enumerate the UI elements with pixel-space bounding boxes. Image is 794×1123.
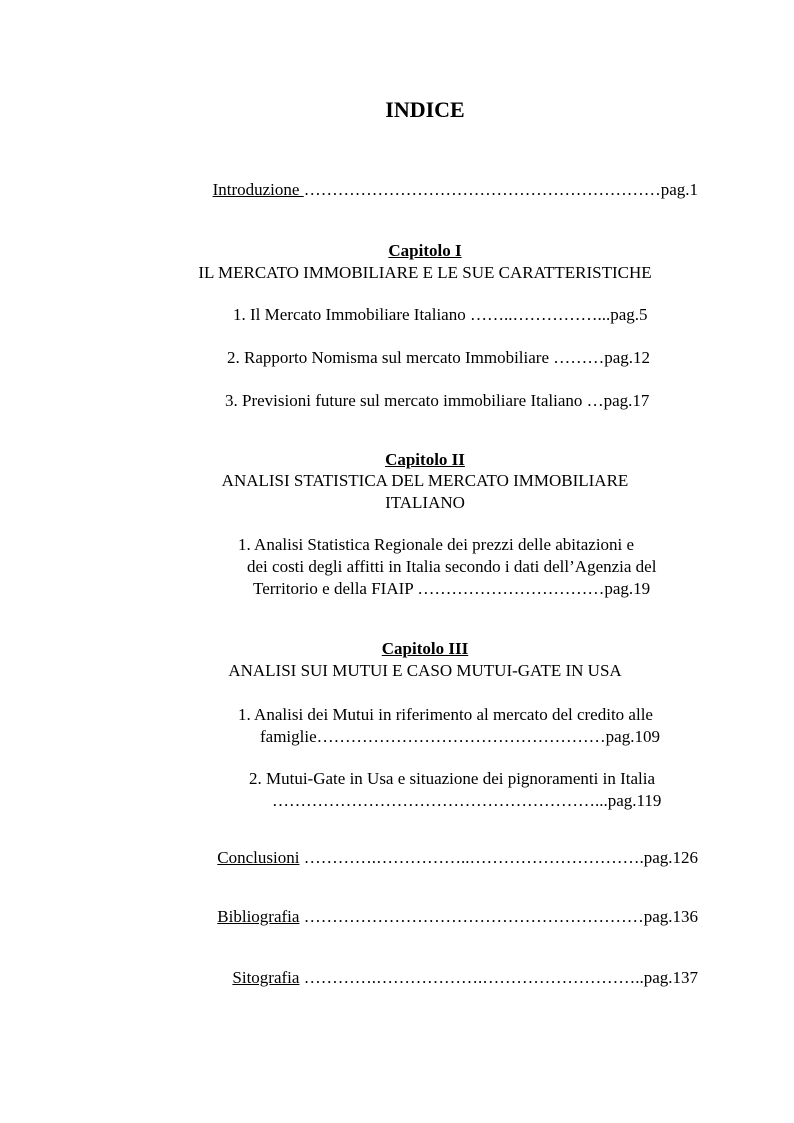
- toc-entry-bibliografia: [120, 906, 698, 928]
- chapter-2-item-1-line-2[interactable]: dei costi degli affitti in Italia secondo i dati dell’Agenzia del: [247, 557, 657, 576]
- chapter-3-item-2-line-2[interactable]: …………………………………………………...pag.119: [272, 791, 662, 810]
- toc-label-bibliografia[interactable]: Bibliografia: [217, 907, 300, 926]
- chapter-1-item-3[interactable]: 3. Previsioni future sul mercato immobiliare Italiano …pag.17: [225, 391, 650, 410]
- chapter-2-subtitle-line-1: ANALISI STATISTICA DEL MERCATO IMMOBILIARE: [221, 471, 629, 490]
- toc-leader-introduzione: ………………………………………………………pag.1: [303, 180, 698, 199]
- toc-label-sitografia[interactable]: Sitografia: [232, 968, 300, 987]
- chapter-1-subtitle: IL MERCATO IMMOBILIARE E LE SUE CARATTERISTICHE: [198, 263, 652, 282]
- chapter-1-item-1[interactable]: 1. Il Mercato Immobiliare Italiano ……..……………...pag.5: [233, 305, 648, 324]
- toc-leader-conclusioni: ………….……………..………………………….pag.126: [299, 848, 698, 867]
- toc-label-conclusioni[interactable]: Conclusioni: [217, 848, 300, 867]
- toc-leader-bibliografia: ……………………………………………………pag.136: [299, 907, 698, 926]
- chapter-3-item-1-line-2[interactable]: famiglie……………………………………………pag.109: [260, 727, 660, 746]
- chapter-3-item-1-line-1[interactable]: 1. Analisi dei Mutui in riferimento al mercato del credito alle: [238, 705, 653, 724]
- chapter-2-item-1-line-3[interactable]: Territorio e della FIAIP ……………………………pag.19: [253, 579, 651, 598]
- toc-entry-introduzione: [150, 179, 698, 201]
- chapter-3-item-2-line-1[interactable]: 2. Mutui-Gate in Usa e situazione dei pignoramenti in Italia: [249, 769, 655, 788]
- toc-entry-sitografia: [120, 967, 698, 989]
- chapter-3-heading[interactable]: Capitolo III: [381, 639, 469, 658]
- toc-entry-conclusioni: [120, 847, 698, 869]
- chapter-2-heading[interactable]: Capitolo II: [385, 450, 465, 469]
- toc-leader-sitografia: ………….……………….………………………..pag.137: [299, 968, 698, 987]
- chapter-2-subtitle-line-2: ITALIANO: [385, 493, 465, 512]
- toc-label-introduzione[interactable]: Introduzione: [212, 180, 304, 199]
- chapter-1-heading[interactable]: Capitolo I: [388, 241, 462, 260]
- chapter-2-item-1-line-1[interactable]: 1. Analisi Statistica Regionale dei prezzi delle abitazioni e: [238, 535, 635, 554]
- chapter-1-item-2[interactable]: 2. Rapporto Nomisma sul mercato Immobiliare ………pag.12: [227, 348, 651, 367]
- page-title: INDICE: [385, 97, 465, 122]
- chapter-3-subtitle: ANALISI SUI MUTUI E CASO MUTUI-GATE IN USA: [228, 661, 622, 680]
